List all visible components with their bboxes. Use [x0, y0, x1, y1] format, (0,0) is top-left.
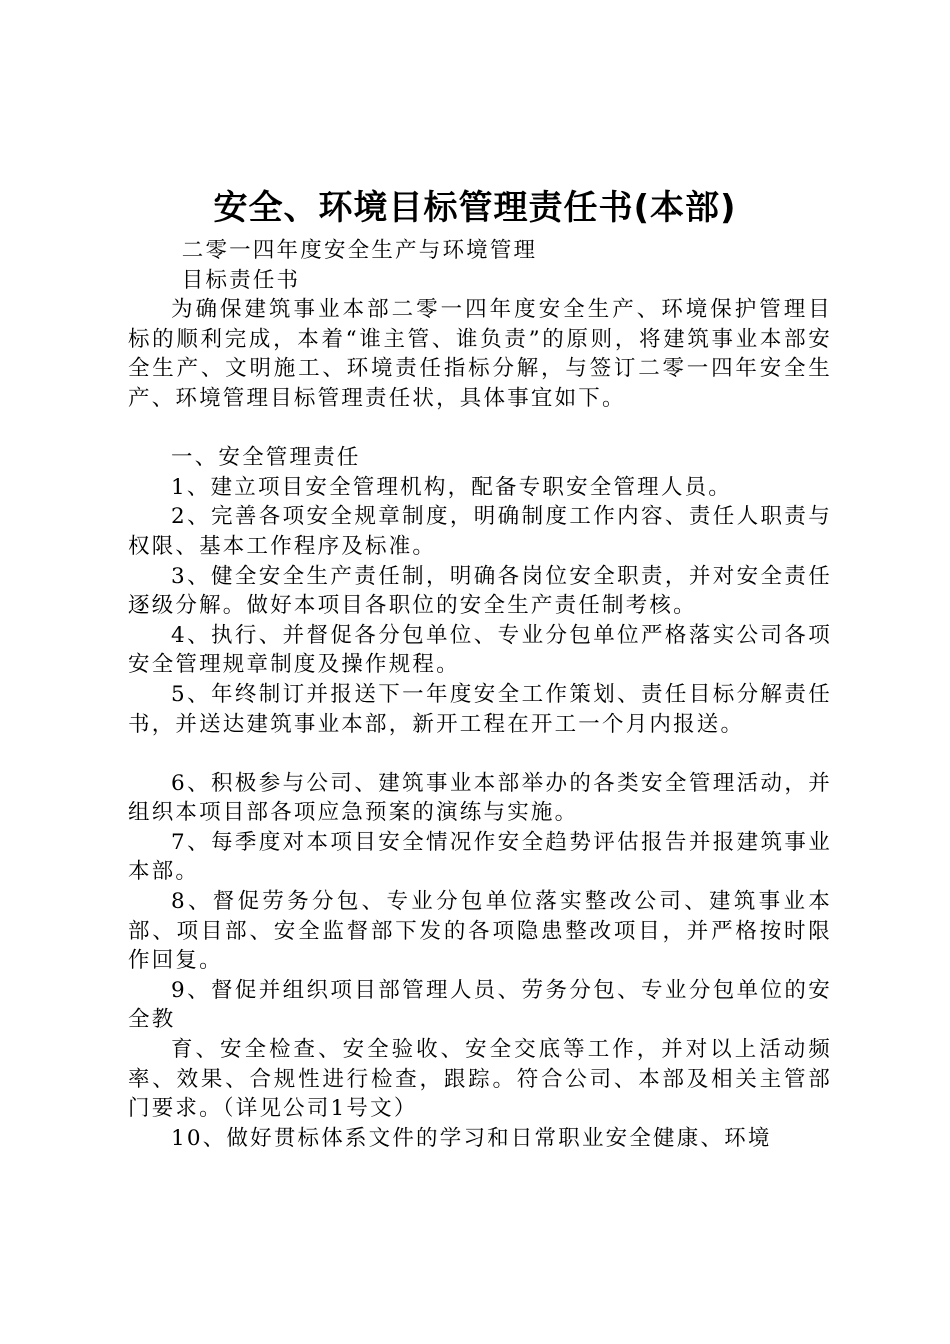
- section-heading: 一、安全管理责任: [171, 445, 361, 471]
- document-body: [128, 236, 832, 1153]
- list-item: 1、建立项目安全管理机构，配备专职安全管理人员。: [171, 474, 732, 500]
- list-item: 5、年终制订并报送下一年度安全工作策划、责任目标分解责任书，并送达建筑事业本部，新开工程在开工一个月内报送。: [128, 681, 832, 737]
- subtitle-line-2: 目标责任书: [181, 267, 301, 293]
- list-item: 8、督促劳务分包、专业分包单位落实整改公司、建筑事业本部、项目部、安全监督部下发的各项隐患整改项目，并严格按时限作回复。: [128, 889, 832, 974]
- intro-paragraph: 为确保建筑事业本部二零一四年度安全生产、环境保护管理目标的顺利完成，本着“谁主管、谁负责”的原则，将建筑事业本部安全生产、文明施工、环境责任指标分解，与签订二零一四年安全生产、环境管理目标管理责任状，具体事宜如下。: [128, 297, 832, 411]
- list-item: 2、完善各项安全规章制度，明确制度工作内容、责任人职责与权限、基本工作程序及标准。: [128, 504, 832, 559]
- document-title: 安全、环境目标管理责任书(本部): [213, 188, 737, 228]
- list-item: 6、积极参与公司、建筑事业本部举办的各类安全管理活动，并组织本项目部各项应急预案的演练与实施。: [128, 770, 832, 826]
- list-item: 10、做好贯标体系文件的学习和日常职业安全健康、环境: [171, 1125, 772, 1151]
- list-item: 育、安全检查、安全验收、安全交底等工作，并对以上活动频率、效果、合规性进行检查，跟踪。符合公司、本部及相关主管部门要求。（详见公司1号文）: [128, 1037, 832, 1122]
- subtitle-line-1: 二零一四年度安全生产与环境管理: [181, 238, 538, 263]
- list-item: 7、每季度对本项目安全情况作安全趋势评估报告并报建筑事业本部。: [128, 829, 832, 885]
- list-item: 9、督促并组织项目部管理人员、劳务分包、专业分包单位的安全教: [128, 977, 832, 1033]
- list-item: 3、健全安全生产责任制，明确各岗位安全职责，并对安全责任逐级分解。做好本项目各职位的安全生产责任制考核。: [128, 563, 832, 619]
- list-item: 4、执行、并督促各分包单位、专业分包单位严格落实公司各项安全管理规章制度及操作规程。: [128, 622, 832, 678]
